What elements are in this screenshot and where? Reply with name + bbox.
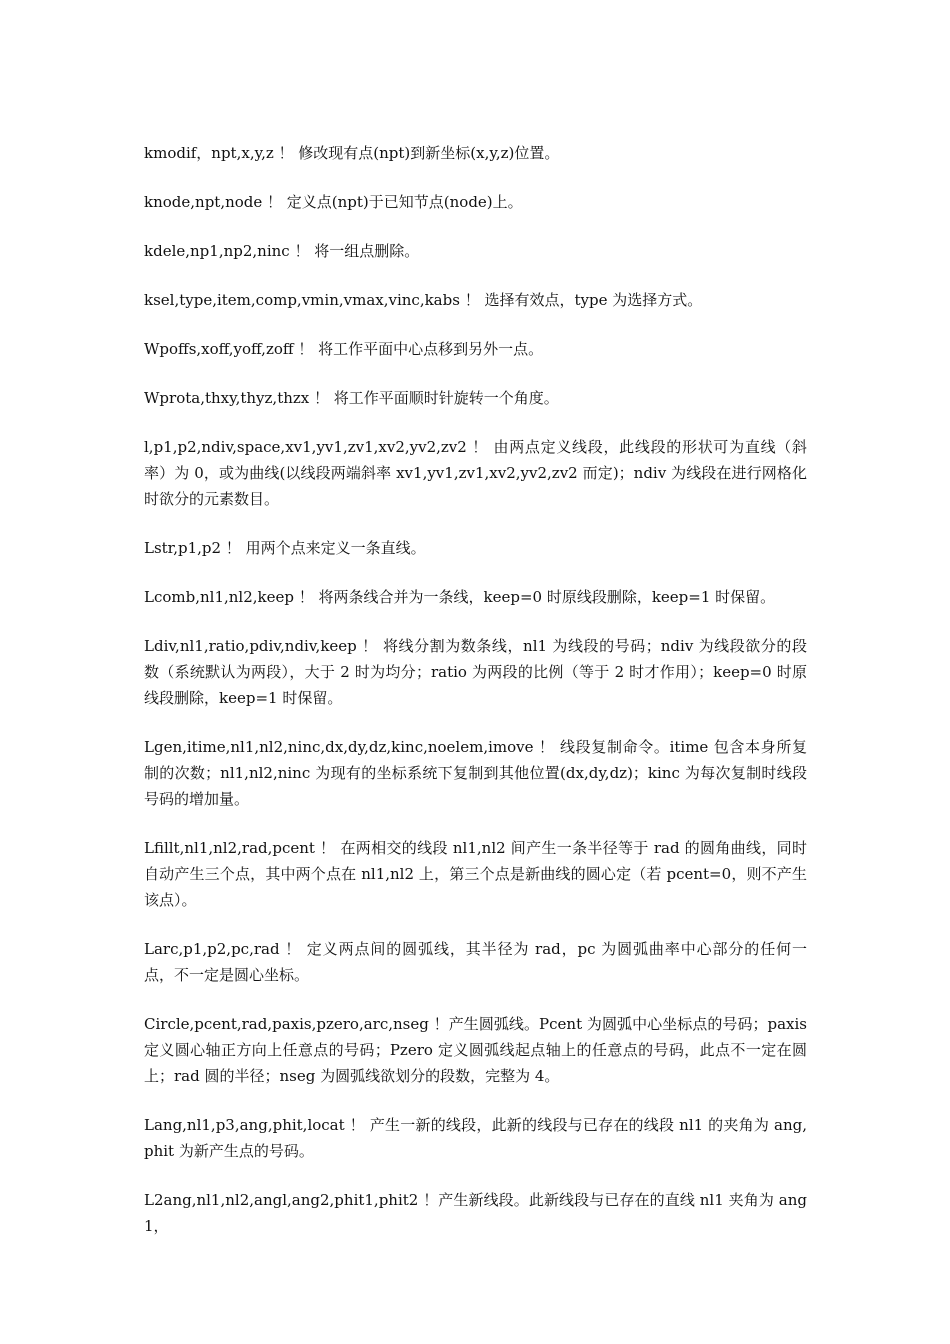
command-entry-ksel: ksel,type,item,comp,vmin,vmax,vinc,kabs ！ 选择有效点，type 为选择方式。 [144,291,703,309]
command-entry-lfillt: Lfillt,nl1,nl2,rad,pcent ！ 在两相交的线段 nl1,nl2 间产生一条半径等于 rad 的圆角曲线，同时自动产生三个点，其中两个点在 nl1,nl2 上，第三个点是新曲线的圆心定（若 pcent=0，则不产生该点）。 [144,839,807,909]
command-entry-kdele: kdele,np1,np2,ninc ！ 将一组点删除。 [144,242,420,260]
command-entry-circle: Circle,pcent,rad,paxis,pzero,arc,nseg ！产生圆弧线。Pcent 为圆弧中心坐标点的号码；paxis 定义圆心轴正方向上任意点的号码；Pzero 定义圆弧线起点轴上的任意点的号码，此点不一定在圆上；rad 圆的半径；nseg 为圆弧线欲划分的段数，完整为 4。 [144,1015,807,1085]
command-entry-l2ang: L2ang,nl1,nl2,angl,ang2,phit1,phit2 ！产生新线段。此新线段与已存在的直线 nl1 夹角为 ang1， [144,1191,807,1235]
command-entry-l: l,p1,p2,ndiv,space,xv1,yv1,zv1,xv2,yv2,zv2 ！ 由两点定义线段，此线段的形状可为直线（斜率）为 0，或为曲线(以线段两端斜率 xv1,yv1,zv1,xv2,yv2,zv2 而定)；ndiv 为线段在进行网格化时欲分的元素数目。 [144,438,807,508]
command-entry-knode: knode,npt,node ！ 定义点(npt)于已知节点(node)上。 [144,193,523,211]
document-body [144,140,807,1262]
command-entry-lang: Lang,nl1,p3,ang,phit,locat ！ 产生一新的线段，此新的线段与已存在的线段 nl1 的夹角为 ang,phit 为新产生点的号码。 [144,1116,807,1160]
command-entry-kmodif: kmodif，npt,x,y,z ！ 修改现有点(npt)到新坐标(x,y,z)位置。 [144,144,560,162]
command-entry-lcomb: Lcomb,nl1,nl2,keep ！ 将两条线合并为一条线，keep=0 时原线段删除，keep=1 时保留。 [144,588,776,606]
command-entry-ldiv: Ldiv,nl1,ratio,pdiv,ndiv,keep ！ 将线分割为数条线，nl1 为线段的号码；ndiv 为线段欲分的段数（系统默认为两段），大于 2 时为均分；ratio 为两段的比例（等于 2 时才作用）；keep=0 时原线段删除，keep=1 时保留。 [144,637,807,707]
command-entry-wprota: Wprota,thxy,thyz,thzx ！ 将工作平面顺时针旋转一个角度。 [144,389,559,407]
command-entry-lstr: Lstr,p1,p2 ！ 用两个点来定义一条直线。 [144,539,426,557]
command-entry-lgen: Lgen,itime,nl1,nl2,ninc,dx,dy,dz,kinc,noelem,imove ！ 线段复制命令。itime 包含本身所复制的次数；nl1,nl2,ninc 为现有的坐标系统下复制到其他位置(dx,dy,dz)；kinc 为每次复制时线段号码的增加量。 [144,738,807,808]
command-entry-larc: Larc,p1,p2,pc,rad ！ 定义两点间的圆弧线，其半径为 rad，pc 为圆弧曲率中心部分的任何一点，不一定是圆心坐标。 [144,940,807,984]
command-entry-wpoffs: Wpoffs,xoff,yoff,zoff ！ 将工作平面中心点移到另外一点。 [144,340,544,358]
